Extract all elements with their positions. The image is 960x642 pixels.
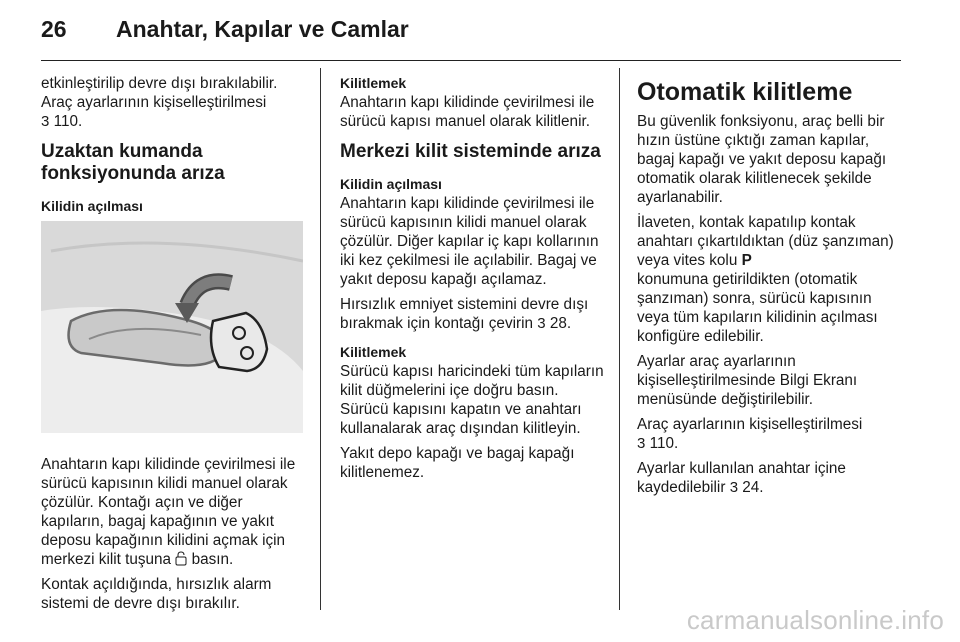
page-ref-arrow-icon: 3: [41, 113, 50, 130]
column-divider-left: [320, 68, 321, 610]
auto-lock-paragraph: Bu güvenlik fonksiyonu, araç belli bir hızın üstüne çıktığı zaman kapılar, bagaj kapağı ve yakıt deposu kapağı otomatik olarak kilitlenecek şekilde ayarlanabilir.: [637, 113, 887, 206]
page-ref-link[interactable]: 110.: [53, 113, 83, 130]
alarm-paragraph: Kontak açıldığında, hırsızlık alarm sistemi de devre dışı bırakılır.: [41, 576, 272, 612]
page-number: 26: [41, 16, 67, 42]
intro-paragraph: etkinleştirilip devre dışı bırakılabilir. Araç ayarlarının kişiselleştirilmesi 3 110.: [41, 75, 278, 130]
central-lock-paragraph: Sürücü kapısı haricindeki tüm kapıların kilit düğmelerini içe doğru basın. Sürücü kapısını kapatın ve anahtarı kullanalarak araç dışından kilitleyin.: [340, 363, 604, 437]
chapter-title: Anahtar, Kapılar ve Camlar: [116, 16, 409, 42]
column-3: [637, 74, 903, 503]
unlock-paragraph: Anahtarın kapı kilidinde çevirilmesi ile sürücü kapısının kilidi manuel olarak çözülür. Kontağı açın ve diğer kapıların, bagaj kapağının ve yakıt deposu kapağının kilidini açmak için merkezi kilit tuşuna basın.: [41, 456, 296, 568]
page-ref-arrow-icon: 3: [637, 435, 646, 452]
subheading-unlocking-2: Kilidin açılması: [340, 176, 442, 192]
column-1: [41, 74, 306, 619]
fuel-flap-paragraph: Yakıt depo kapağı ve bagaj kapağı kilitlenemez.: [340, 445, 575, 481]
watermark: carmanualsonline.info: [686, 605, 944, 635]
subheading-locking: Kilitlemek: [340, 75, 407, 91]
personalisation-ref-paragraph: Araç ayarlarının kişiselleştirilmesi 3 110.: [637, 416, 863, 452]
gear-p-label: P: [741, 252, 752, 269]
header-rule: [41, 60, 901, 61]
subheading-locking-2: Kilitlemek: [340, 344, 407, 360]
page-ref-link[interactable]: 24.: [742, 479, 764, 496]
column-2: [340, 74, 608, 488]
key-in-door-lock-illustration: [41, 221, 303, 433]
key-settings-paragraph: Ayarlar kullanılan anahtar içine kaydedilebilir 3 24.: [637, 460, 846, 496]
auto-unlock-paragraph: İlaveten, kontak kapatılıp kontak anahtarı çıkartıldıktan (düz şanzıman) veya vites kolu P konumuna getirildikten (otomatik şanzıman) sonra, sürücü kapısının veya tüm kapıların kilidinin açılması konfigüre edilebilir.: [637, 214, 894, 345]
locking-paragraph: Anahtarın kapı kilidinde çevirilmesi ile sürücü kapısı manuel olarak kilitlenir.: [340, 94, 595, 130]
page-ref-link[interactable]: 110.: [649, 435, 679, 452]
page-ref-arrow-icon: 3: [537, 315, 546, 332]
page-ref-link[interactable]: 28.: [549, 315, 572, 332]
immobiliser-paragraph: Hırsızlık emniyet sistemini devre dışı bırakmak için kontağı çevirin 3 28.: [340, 296, 589, 332]
settings-paragraph: Ayarlar araç ayarlarının kişiselleştirilmesinde Bilgi Ekranı menüsünde değiştirilebilir.: [637, 353, 858, 408]
section-heading-automatic-locking: Otomatik kilitleme: [637, 78, 853, 106]
section-heading-central-lock-failure: Merkezi kilit sisteminde arıza: [340, 141, 601, 162]
section-heading-remote-failure: Uzaktan kumanda fonksiyonunda arıza: [41, 141, 225, 184]
central-unlock-paragraph: Anahtarın kapı kilidinde çevirilmesi ile sürücü kapısının kilidi manuel olarak çözülür. Diğer kapılar iç kapı kollarının iki kez çekilmesi ile açılabilir. Bagaj ve yakıt deposu kapağı açılamaz.: [340, 195, 599, 288]
central-lock-icon: [175, 551, 187, 566]
page-ref-arrow-icon: 3: [729, 479, 739, 496]
column-divider-right: [619, 68, 620, 610]
subheading-unlocking: Kilidin açılması: [41, 198, 143, 214]
